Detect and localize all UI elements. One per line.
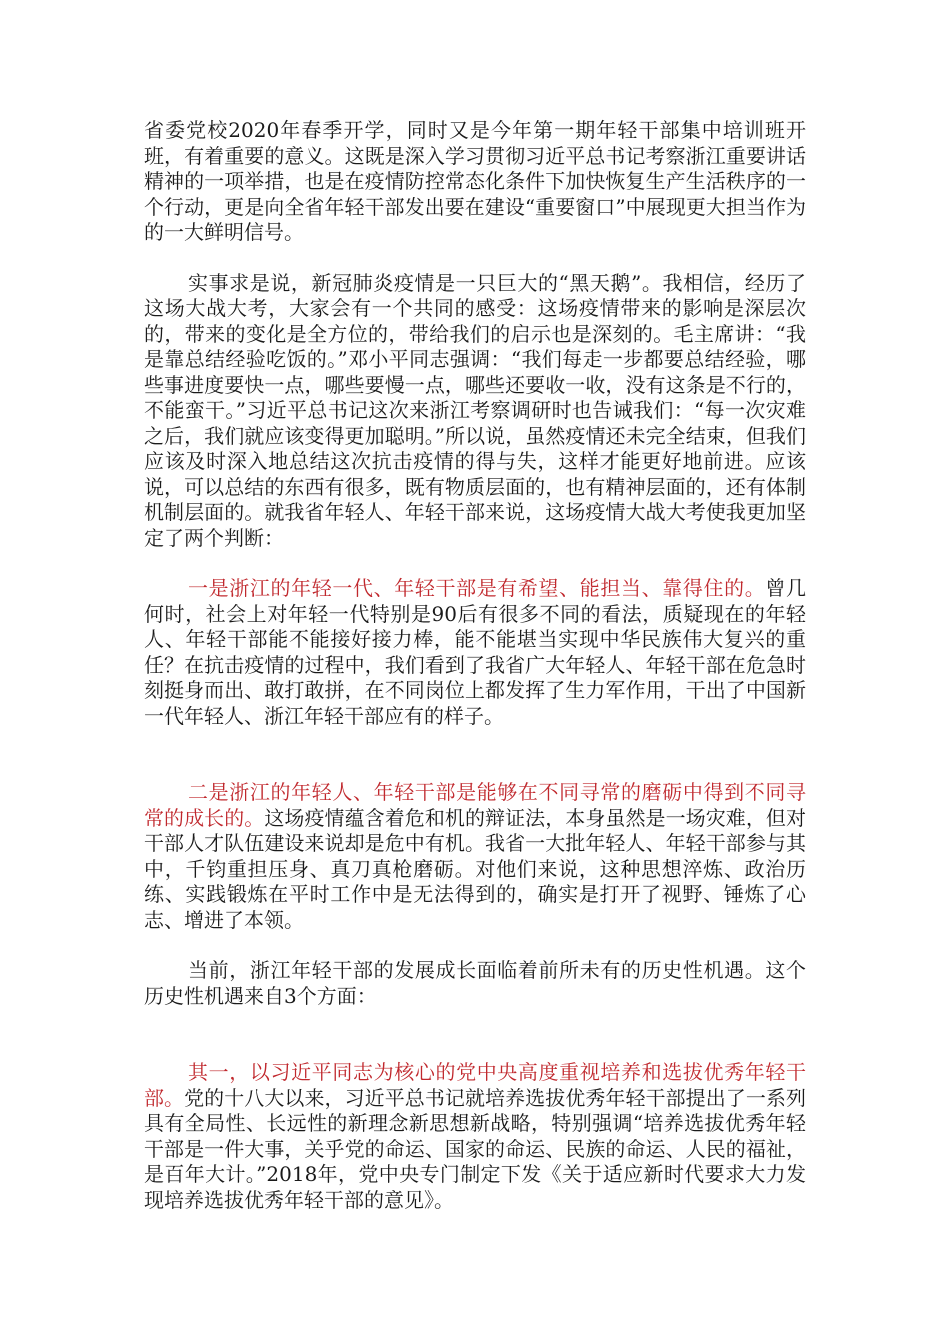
paragraph-judgment-two	[144, 780, 806, 933]
highlight-aspect-one: 其一，以习近平同志为核心的党中央高度重视培养和选拔优秀年轻干部。	[144, 1060, 806, 1110]
paragraph-gap	[144, 1009, 806, 1060]
paragraph-black-swan: 实事求是说，新冠肺炎疫情是一只巨大的“黑天鹅”。我相信，经历了这场大战大考，大家会有一个共同的感受：这场疫情带来的影响是深层次的，带来的变化是全方位的，带给我们的启示也是深刻的。毛主席讲：“我是靠总结经验吃饭的。”邓小平同志强调：“我们每走一步都要总结经验，哪些事进度要快一点，哪些要慢一点，哪些还要收一收，没有这条是不行的，不能蛮干。”习近平总书记这次来浙江考察调研时也告诫我们：“每一次灾难之后，我们就应该变得更加聪明。”所以说，虽然疫情还未完全结束，但我们应该及时深入地总结这次抗击疫情的得与失，这样才能更好地前进。应该说，可以总结的东西有很多，既有物质层面的，也有精神层面的，还有体制机制层面的。就我省年轻人、年轻干部来说，这场疫情大战大考使我更加坚定了两个判断：	[144, 270, 806, 550]
paragraph-judgment-one	[144, 576, 806, 729]
paragraph-opportunity: 当前，浙江年轻干部的发展成长面临着前所未有的历史性机遇。这个历史性机遇来自3个方面：	[144, 958, 806, 1008]
highlight-judgment-two: 二是浙江的年轻人、年轻干部是能够在不同寻常的磨砺中得到不同寻常的成长的。	[144, 780, 806, 830]
body-judgment-two: 这场疫情蕴含着危和机的辩证法，本身虽然是一场灾难，但对干部人才队伍建设来说却是危中有机。我省一大批年轻人、年轻干部参与其中，千钧重担压身、真刀真枪磨砺。对他们来说，这种思想淬炼、政治历练、实践锻炼在平时工作中是无法得到的，确实是打开了视野、锤炼了心志、增进了本领。	[144, 805, 806, 932]
paragraph-gap	[144, 551, 806, 576]
highlight-judgment-one: 一是浙江的年轻一代、年轻干部是有希望、能担当、靠得住的。	[188, 576, 766, 600]
document-page	[144, 118, 806, 1213]
body-aspect-one: 党的十八大以来，习近平总书记就培养选拔优秀年轻干部提出了一系列具有全局性、长远性的新理念新思想新战略，特别强调“培养选拔优秀年轻干部是一件大事，关乎党的命运、国家的命运、民族的命运、人民的福祉，是百年大计。”2018年，党中央专门制定下发《关于适应新时代要求大力发现培养选拔优秀年轻干部的意见》。	[144, 1085, 806, 1212]
paragraph-gap	[144, 246, 806, 271]
paragraph-gap	[144, 729, 806, 780]
paragraph-gap	[144, 933, 806, 958]
paragraph-intro: 省委党校2020年春季开学，同时又是今年第一期年轻干部集中培训班开班，有着重要的意义。这既是深入学习贯彻习近平总书记考察浙江重要讲话精神的一项举措，也是在疫情防控常态化条件下加快恢复生产生活秩序的一个行动，更是向全省年轻干部发出要在建设“重要窗口”中展现更大担当作为的一大鲜明信号。	[144, 118, 806, 244]
body-judgment-one: 曾几何时，社会上对年轻一代特别是90后有很多不同的看法，质疑现在的年轻人、年轻干部能不能接好接力棒，能不能堪当实现中华民族伟大复兴的重任？在抗击疫情的过程中，我们看到了我省广大年轻人、年轻干部在危急时刻挺身而出、敢打敢拼，在不同岗位上都发挥了生力军作用，干出了中国新一代年轻人、浙江年轻干部应有的样子。	[144, 576, 807, 728]
paragraph-aspect-one	[144, 1060, 806, 1213]
